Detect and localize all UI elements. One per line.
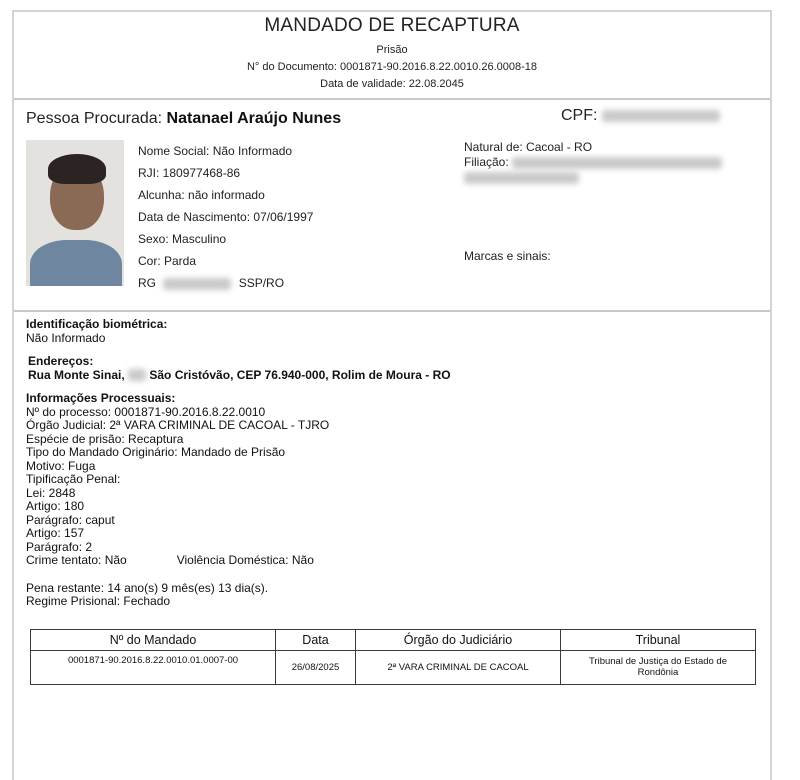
rg [138, 272, 313, 294]
filiation-label: Filiação: [464, 155, 509, 169]
biometric-section [26, 318, 758, 345]
person-fields [138, 140, 313, 294]
crime-flags [26, 554, 758, 568]
col-court: Tribunal [561, 629, 756, 650]
document-type: Prisão [376, 44, 408, 56]
document-number: N° do Documento: 0001871-90.2016.8.22.0010.26.0008-18 [246, 61, 537, 73]
judicial-body: Órgão Judicial: 2ª VARA CRIMINAL DE CACOAL - TJRO [26, 418, 330, 432]
wanted-person-name-line [26, 110, 341, 128]
validity-date: Data de validade: 22.08.2045 [320, 78, 464, 90]
wanted-person-label: Pessoa Procurada: [26, 110, 163, 127]
birthplace: Natural de: Cacoal - RO [464, 140, 593, 154]
court-cell: Tribunal de Justiça do Estado de Rondônia [561, 650, 756, 684]
skin-color: Cor: Parda [138, 254, 197, 268]
reason: Motivo: Fuga [26, 458, 96, 473]
warrant-number-cell: 0001871-90.2016.8.22.0010.01.0007-00 [31, 650, 276, 684]
rji: RJI: 180977468-86 [138, 166, 241, 180]
article-2: Artigo: 157 [26, 526, 85, 540]
attempted-crime: Crime tentato: Não [26, 553, 127, 567]
cpf-redacted [602, 110, 720, 122]
process-number: Nº do processo: 0001871-90.2016.8.22.0010 [26, 404, 266, 419]
social-name: Nome Social: Não Informado [138, 144, 293, 158]
person-photo [26, 140, 124, 286]
table-row [31, 650, 756, 684]
warrant-details [14, 312, 770, 609]
remaining-sentence: Pena restante: 14 ano(s) 9 mês(es) 13 dia(s). [26, 580, 269, 595]
domestic-violence: Violência Doméstica: Não [176, 553, 314, 567]
paragraph-2: Parágrafo: 2 [26, 539, 93, 554]
date-cell: 26/08/2025 [276, 650, 356, 684]
table-header-row [31, 629, 756, 650]
filiation-redacted-line2 [464, 172, 579, 184]
process-section [26, 392, 758, 568]
address-value [28, 369, 758, 383]
col-warrant-number: Nº do Mandado [31, 629, 276, 650]
person-right-fields [464, 140, 722, 264]
filiation-redacted [512, 157, 722, 169]
original-warrant-type: Tipo do Mandado Originário: Mandado de Prisão [26, 445, 286, 459]
cpf-field [561, 107, 720, 125]
address-street: Rua Monte Sinai, [28, 367, 125, 382]
col-judicial-body: Órgão do Judiciário [356, 629, 561, 650]
prison-regime: Regime Prisional: Fechado [26, 594, 171, 608]
address-number-redacted [128, 369, 146, 381]
document-title: MANDADO DE RECAPTURA [264, 15, 520, 36]
process-label: Informações Processuais: [26, 391, 176, 405]
law: Lei: 2848 [26, 485, 76, 500]
warrant-document [12, 10, 772, 780]
alias: Alcunha: não informado [138, 188, 265, 202]
judicial-body-cell: 2ª VARA CRIMINAL DE CACOAL [356, 650, 561, 684]
cpf-label: CPF: [561, 107, 598, 124]
address-rest: São Cristóvão, CEP 76.940-000, Rolim de Moura - RO [149, 367, 451, 382]
wanted-person-name: Natanael Araújo Nunes [166, 110, 342, 127]
wanted-person-section [14, 100, 770, 312]
arrest-type: Espécie de prisão: Recaptura [26, 431, 184, 446]
rg-redacted [163, 278, 231, 290]
birth-date: Data de Nascimento: 07/06/1997 [138, 210, 314, 224]
sex: Sexo: Masculino [138, 232, 227, 246]
penal-classification-label: Tipificação Penal: [26, 472, 121, 486]
paragraph-1: Parágrafo: caput [26, 512, 115, 527]
rg-label: RG [138, 276, 156, 290]
rg-issuer: SSP/RO [238, 276, 285, 290]
biometric-label: Identificação biométrica: [26, 317, 168, 331]
biometric-value: Não Informado [26, 330, 106, 345]
filiation [464, 155, 722, 185]
photo-placeholder-hair [48, 154, 106, 184]
document-header [14, 12, 770, 100]
article-1: Artigo: 180 [26, 499, 85, 513]
marks-and-signs: Marcas e sinais: [464, 249, 551, 263]
address-section [26, 355, 758, 382]
photo-placeholder-body [30, 240, 122, 286]
sentence-section [26, 582, 758, 609]
address-label: Endereços: [28, 354, 94, 368]
warrants-table [30, 629, 756, 685]
col-date: Data [276, 629, 356, 650]
